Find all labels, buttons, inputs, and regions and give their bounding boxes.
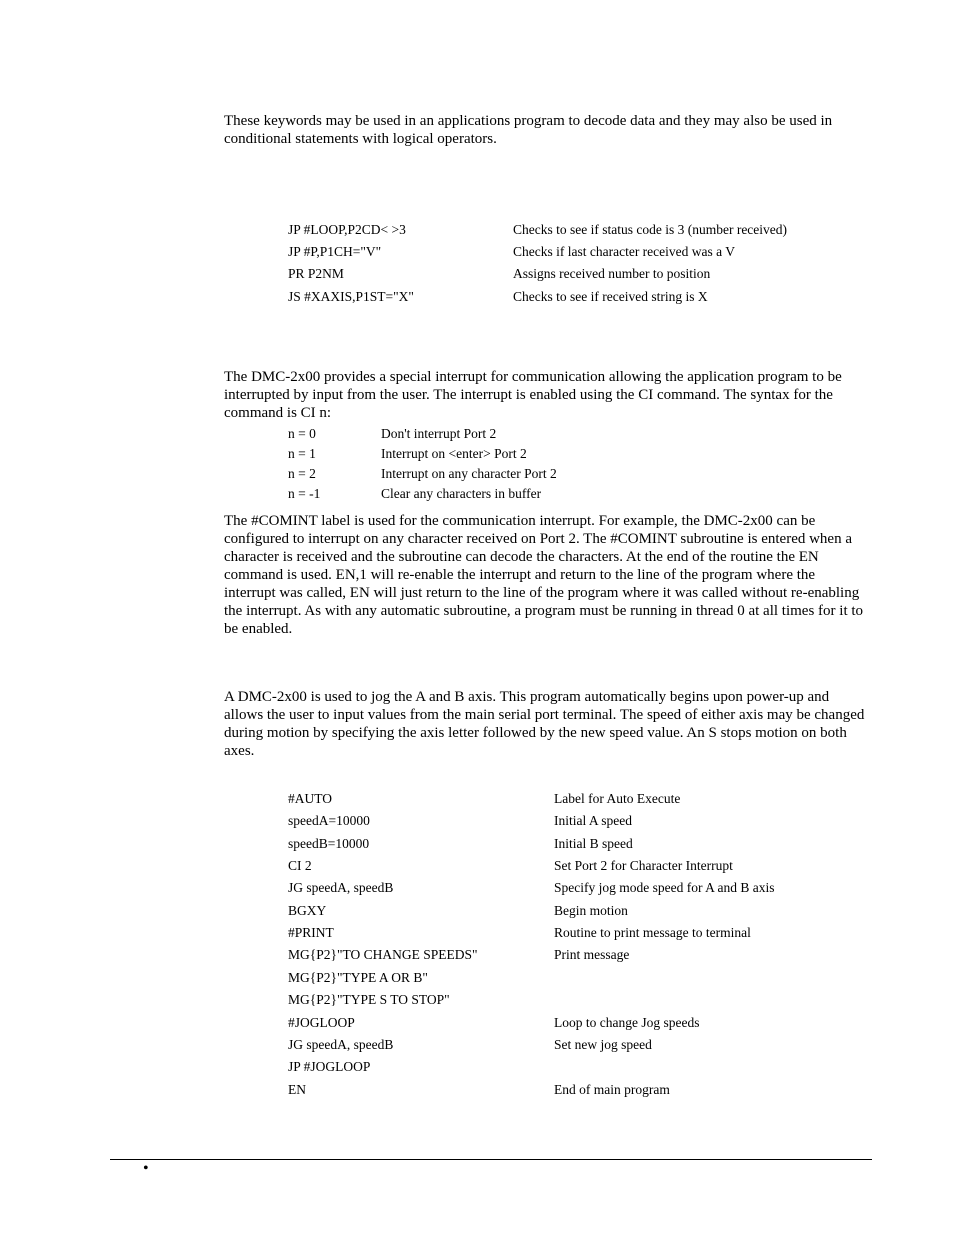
comment-cell: Loop to change Jog speeds [554, 1015, 700, 1030]
code-cell: MG{P2}"TO CHANGE SPEEDS" [288, 947, 478, 962]
interrupt-paragraph: The DMC-2x00 provides a special interrupt for communication allowing the application program to be interrupted by input from the user. The interrupt is enabled using the CI command. The syntax for the command is CI n: [224, 369, 842, 421]
code-cell: MG{P2}"TYPE A OR B" [288, 970, 428, 985]
code-cell: EN [288, 1082, 306, 1097]
comment-cell: Specify jog mode speed for A and B axis [554, 880, 775, 895]
code-cell: JG speedA, speedB [288, 880, 394, 895]
code-cell: CI 2 [288, 858, 312, 873]
description-cell: Checks to see if status code is 3 (number received) [513, 222, 788, 237]
footer-bullet: • [143, 1160, 149, 1177]
option-description: Interrupt on <enter> Port 2 [381, 446, 527, 461]
comment-cell: Set new jog speed [554, 1037, 652, 1052]
option-value: n = 2 [288, 466, 316, 481]
code-cell: #JOGLOOP [288, 1015, 355, 1030]
description-cell: Checks if last character received was a V [513, 244, 736, 259]
code-cell: speedA=10000 [288, 813, 370, 828]
comment-cell: Set Port 2 for Character Interrupt [554, 858, 733, 873]
option-value: n = 0 [288, 426, 316, 441]
option-description: Interrupt on any character Port 2 [381, 466, 557, 481]
code-cell: PR P2NM [288, 266, 344, 281]
option-value: n = 1 [288, 446, 316, 461]
code-cell: BGXY [288, 903, 327, 918]
code-cell: #AUTO [288, 791, 333, 806]
code-cell: JG speedA, speedB [288, 1037, 394, 1052]
description-cell: Checks to see if received string is X [513, 289, 708, 304]
intro-paragraph: These keywords may be used in an applications program to decode data and they may also be used in conditional statements with logical operators. [224, 113, 833, 147]
code-cell: JP #LOOP,P2CD< >3 [288, 222, 406, 237]
code-cell: MG{P2}"TYPE S TO STOP" [288, 992, 450, 1007]
comment-cell: Print message [554, 947, 630, 962]
comint-paragraph: The #COMINT label is used for the communication interrupt. For example, the DMC-2x00 can be configured to interrupt on any character received on Port 2. The #COMINT subroutine is entered when a character is received and the subroutine can decode the characters. At the end of the routine the EN command is used. EN,1 will re-enable the interrupt and return to the line of the program where the interrupt was called, EN will just return to the line of the program where it was called without re-enabling the interrupt. As with any automatic subroutine, a program must be running in thread 0 at all times for it to be enabled. [224, 513, 864, 637]
footer-divider [110, 1159, 872, 1160]
code-cell: #PRINT [288, 925, 334, 940]
option-description: Clear any characters in buffer [381, 486, 542, 501]
code-cell: speedB=10000 [288, 836, 370, 851]
comment-cell: Routine to print message to terminal [554, 925, 751, 940]
option-description: Don't interrupt Port 2 [381, 426, 497, 441]
code-cell: JP #JOGLOOP [288, 1059, 371, 1074]
comment-cell: Begin motion [554, 903, 628, 918]
description-cell: Assigns received number to position [513, 266, 711, 281]
code-cell: JS #XAXIS,P1ST="X" [288, 289, 414, 304]
code-cell: JP #P,P1CH="V" [288, 244, 382, 259]
comment-cell: End of main program [554, 1082, 670, 1097]
option-value: n = -1 [288, 486, 321, 501]
example-paragraph: A DMC-2x00 is used to jog the A and B axis. This program automatically begins upon power-up and allows the user to input values from the main serial port terminal. The speed of either axis may be changed during motion by specifying the axis letter followed by the new speed value. An S stops motion on both axes. [224, 689, 865, 759]
comment-cell: Label for Auto Execute [554, 791, 681, 806]
comment-cell: Initial B speed [554, 836, 633, 851]
comment-cell: Initial A speed [554, 813, 632, 828]
